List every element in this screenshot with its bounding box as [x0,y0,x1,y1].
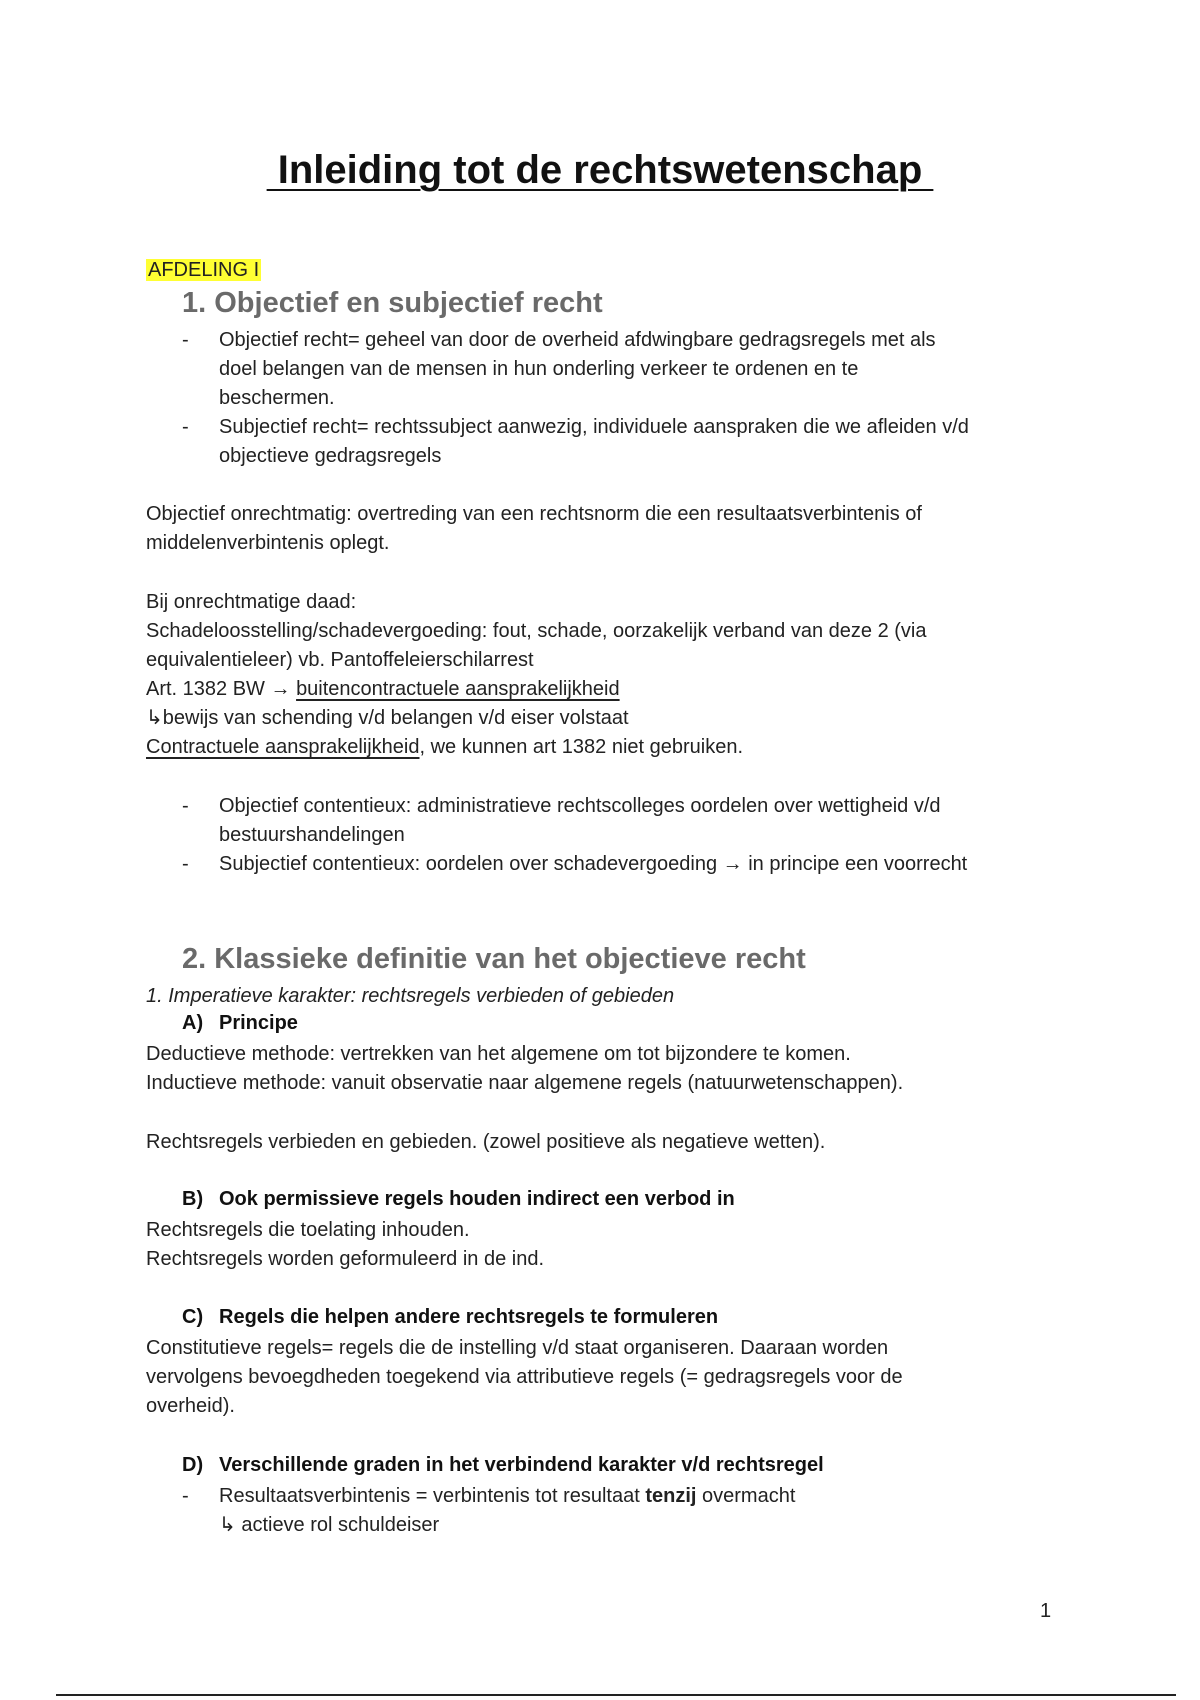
list-item: Objectief contentieux: administratieve rechtscolleges oordelen over wettigheid v/d [219,795,941,817]
subsection-a-heading: A) Principe [182,1012,298,1034]
section-tag: AFDELING I [148,259,260,281]
list-item: bestuurshandelingen [219,824,405,846]
paragraph-line: Inductieve methode: vanuit observatie naar algemene regels (natuurwetenschappen). [146,1072,904,1094]
bullet-marker: - [182,416,189,438]
underlined-term: buitencontractuele aansprakelijkheid [296,678,620,700]
bullet-marker: - [182,853,189,875]
paragraph-line: overheid). [146,1395,235,1417]
paragraph-line: Schadeloosstelling/schadevergoeding: fout, schade, oorzakelijk verband van deze 2 (via [146,620,927,642]
paragraph-line: middelenverbintenis oplegt. [146,532,390,554]
paragraph-line: ↳bewijs van schending v/d belangen v/d eiser volstaat [146,707,629,729]
underlined-term: Contractuele aansprakelijkheid [146,736,420,758]
bullet-marker: - [182,329,189,351]
paragraph-line: Constitutieve regels= regels die de instelling v/d staat organiseren. Daaraan worden [146,1337,889,1359]
page-number: 1 [1040,1600,1052,1622]
list-item: objectieve gedragsregels [219,445,442,467]
subheading-italic: 1. Imperatieve karakter: rechtsregels verbieden of gebieden [146,985,675,1007]
list-subitem: ↳ actieve rol schuldeiser [219,1514,440,1536]
paragraph-line: Rechtsregels worden geformuleerd in de ind. [146,1248,544,1270]
document-title: Inleiding tot de rechtswetenschap [266,148,934,192]
list-item: Subjectief contentieux: oordelen over schadevergoeding → in principe een voorrecht [219,853,968,875]
paragraph-line: Bij onrechtmatige daad: [146,591,357,613]
paragraph-line: Deductieve methode: vertrekken van het algemene om tot bijzondere te komen. [146,1043,851,1065]
list-item: Objectief recht= geheel van door de overheid afdwingbare gedragsregels met als [219,329,936,351]
bullet-marker: - [182,1485,189,1507]
bullet-marker: - [182,795,189,817]
footer-divider [56,1694,1176,1696]
paragraph-line: Rechtsregels die toelating inhouden. [146,1219,470,1241]
list-item: Resultaatsverbintenis = verbintenis tot resultaat tenzij overmacht [219,1485,796,1507]
paragraph-line: vervolgens bevoegdheden toegekend via attributieve regels (= gedragsregels voor de [146,1366,903,1388]
list-item: doel belangen van de mensen in hun onderling verkeer te ordenen en te [219,358,859,380]
paragraph-line: equivalentieleer) vb. Pantoffeleierschilarrest [146,649,534,671]
section-heading-2: 2. Klassieke definitie van het objectieve recht [182,943,806,975]
subsection-d-heading: D) Verschillende graden in het verbindend karakter v/d rechtsregel [182,1454,824,1476]
paragraph-line: Contractuele aansprakelijkheid, we kunnen art 1382 niet gebruiken. [146,736,744,758]
subsection-b-heading: B) Ook permissieve regels houden indirect een verbod in [182,1188,735,1210]
paragraph-line: Art. 1382 BW → buitencontractuele aansprakelijkheid [146,678,620,700]
paragraph-line: Rechtsregels verbieden en gebieden. (zowel positieve als negatieve wetten). [146,1131,826,1153]
list-item: beschermen. [219,387,335,409]
subsection-c-heading: C) Regels die helpen andere rechtsregels te formuleren [182,1306,719,1328]
list-item: Subjectief recht= rechtssubject aanwezig, individuele aanspraken die we afleiden v/d [219,416,969,438]
paragraph-line: Objectief onrechtmatig: overtreding van een rechtsnorm die een resultaatsverbintenis of [146,503,922,525]
section-heading-1: 1. Objectief en subjectief recht [182,287,603,319]
